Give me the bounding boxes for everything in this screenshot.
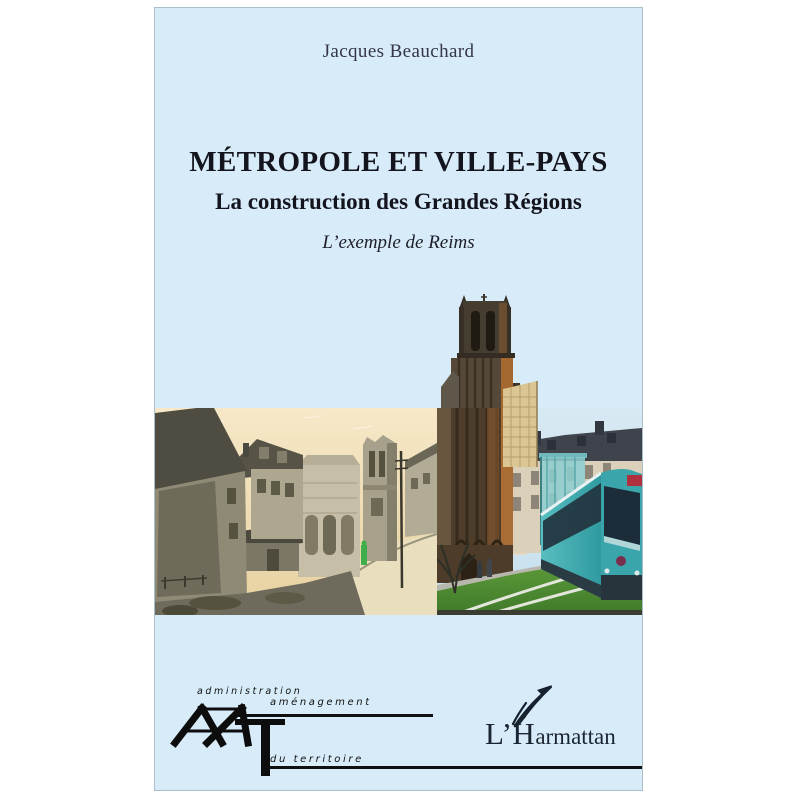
book-title: MÉTROPOLE ET VILLE-PAYS: [189, 146, 608, 178]
cathedral-side-roof: [441, 371, 459, 408]
publisher-name-suffix: armattan: [535, 724, 616, 749]
aat-word-amenagement: aménagement: [270, 697, 372, 708]
aat-rule-bottom: [265, 766, 642, 769]
aat-monogram: [169, 703, 294, 781]
aat-word-administration: administration: [197, 686, 303, 697]
ruins-photo: [155, 406, 437, 615]
tram-windshield: [604, 486, 640, 545]
book-cover: [155, 8, 642, 790]
aat-monogram-icon: [169, 703, 294, 781]
author-name: Jacques Beauchard: [322, 41, 475, 62]
scaffolding: [503, 381, 537, 467]
book-subtitle: La construction des Grandes Régions: [215, 189, 582, 214]
telegraph-pole: [401, 451, 402, 588]
tram-destination-sign: [627, 475, 642, 486]
book-tagline: L’exemple de Reims: [322, 232, 475, 253]
publisher-logo: [485, 716, 616, 752]
publisher-name-prefix: L’H: [485, 716, 536, 751]
cathedral-body: [437, 408, 513, 583]
cover-photo-montage: [155, 293, 642, 615]
aat-word-du-territoire: du territoire: [270, 754, 364, 765]
modern-photo: [437, 408, 642, 615]
green-figure: [361, 545, 367, 565]
